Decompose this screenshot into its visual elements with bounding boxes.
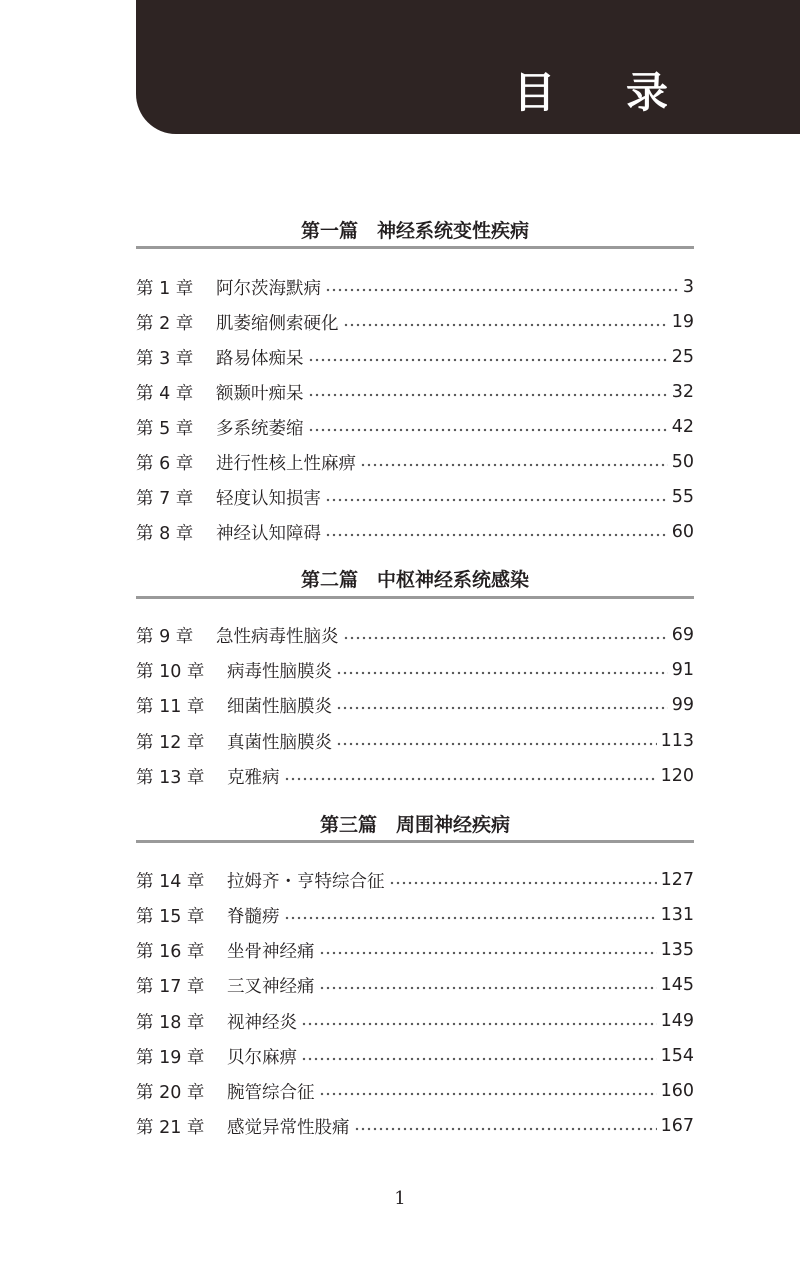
chapter-number: 第 12 章: [136, 732, 205, 753]
chapter-number: 第 1 章: [136, 278, 194, 299]
chapter-page: 149: [660, 1011, 694, 1031]
chapter-page: 167: [660, 1116, 694, 1136]
dot-leader: [354, 1127, 657, 1131]
dot-leader: [319, 986, 657, 990]
chapter-page: 99: [671, 695, 694, 715]
chapter-title: 进行性核上性麻痹: [216, 453, 356, 474]
chapter-page: 69: [671, 625, 694, 645]
page-number: 1: [394, 1188, 406, 1209]
toc-entry[interactable]: [136, 728, 694, 754]
dot-leader: [284, 777, 657, 781]
chapter-number: 第 14 章: [136, 871, 205, 892]
dot-leader: [360, 463, 668, 467]
toc-entry[interactable]: [136, 1078, 694, 1104]
chapter-title: 拉姆齐・亨特综合征: [227, 871, 385, 892]
chapter-title: 急性病毒性脑炎: [216, 626, 339, 647]
chapter-number: 第 10 章: [136, 661, 205, 682]
toc-entry[interactable]: [136, 449, 694, 475]
chapter-page: 145: [660, 975, 694, 995]
chapter-number: 第 9 章: [136, 626, 194, 647]
chapter-title: 细菌性脑膜炎: [227, 696, 332, 717]
chapter-title: 脊髓痨: [227, 906, 280, 927]
chapter-title: 轻度认知损害: [216, 488, 321, 509]
dot-leader: [301, 1022, 657, 1026]
chapter-number: 第 19 章: [136, 1047, 205, 1068]
chapter-title: 病毒性脑膜炎: [227, 661, 332, 682]
chapter-page: 131: [660, 905, 694, 925]
toc-entry[interactable]: [136, 657, 694, 683]
part-title: 第三篇 周围神经疾病: [319, 814, 510, 836]
chapter-number: 第 13 章: [136, 767, 205, 788]
toc-entry[interactable]: [136, 902, 694, 928]
chapter-title: 路易体痴呆: [216, 348, 304, 369]
chapter-page: 3: [682, 277, 694, 297]
dot-leader: [308, 393, 668, 397]
dot-leader: [301, 1057, 657, 1061]
chapter-number: 第 11 章: [136, 696, 205, 717]
dot-leader: [325, 288, 679, 292]
chapter-number: 第 4 章: [136, 383, 194, 404]
chapter-number: 第 2 章: [136, 313, 194, 334]
dot-leader: [308, 428, 668, 432]
chapter-title: 多系统萎缩: [216, 418, 304, 439]
toc-entry[interactable]: [136, 519, 694, 545]
chapter-title: 肌萎缩侧索硬化: [216, 313, 339, 334]
chapter-page: 91: [671, 660, 694, 680]
chapter-title: 克雅病: [227, 767, 280, 788]
chapter-page: 135: [660, 940, 694, 960]
part-title: 第二篇 中枢神经系统感染: [300, 569, 529, 591]
part-title: 第一篇 神经系统变性疾病: [300, 220, 529, 242]
dot-leader: [336, 671, 668, 675]
toc-entry[interactable]: [136, 309, 694, 335]
chapter-title: 额颞叶痴呆: [216, 383, 304, 404]
toc-entry[interactable]: [136, 622, 694, 648]
toc-entry[interactable]: [136, 414, 694, 440]
chapter-page: 19: [671, 312, 694, 332]
toc-entry[interactable]: [136, 867, 694, 893]
chapter-page: 32: [671, 382, 694, 402]
toc-entry[interactable]: [136, 1113, 694, 1139]
dot-leader: [308, 358, 668, 362]
chapter-title: 视神经炎: [227, 1012, 297, 1033]
toc-entry[interactable]: [136, 379, 694, 405]
chapter-page: 60: [671, 522, 694, 542]
dot-leader: [284, 916, 657, 920]
page-title: 目 录: [513, 68, 696, 117]
chapter-page: 160: [660, 1081, 694, 1101]
chapter-number: 第 16 章: [136, 941, 205, 962]
part-divider: [136, 596, 694, 599]
dot-leader: [325, 533, 668, 537]
toc-entry[interactable]: [136, 344, 694, 370]
chapter-page: 120: [660, 766, 694, 786]
chapter-number: 第 5 章: [136, 418, 194, 439]
dot-leader: [343, 636, 668, 640]
chapter-page: 25: [671, 347, 694, 367]
dot-leader: [325, 498, 668, 502]
toc-entry[interactable]: [136, 274, 694, 300]
toc-entry[interactable]: [136, 937, 694, 963]
chapter-number: 第 18 章: [136, 1012, 205, 1033]
chapter-number: 第 17 章: [136, 976, 205, 997]
chapter-page: 127: [660, 870, 694, 890]
chapter-title: 感觉异常性股痛: [227, 1117, 350, 1138]
chapter-title: 坐骨神经痛: [227, 941, 315, 962]
toc-entry[interactable]: [136, 763, 694, 789]
chapter-page: 42: [671, 417, 694, 437]
toc-entry[interactable]: [136, 484, 694, 510]
part-divider: [136, 840, 694, 843]
chapter-page: 154: [660, 1046, 694, 1066]
toc-entry[interactable]: [136, 1043, 694, 1069]
chapter-page: 55: [671, 487, 694, 507]
chapter-title: 贝尔麻痹: [227, 1047, 297, 1068]
dot-leader: [343, 323, 668, 327]
chapter-page: 113: [660, 731, 694, 751]
chapter-number: 第 21 章: [136, 1117, 205, 1138]
chapter-title: 三叉神经痛: [227, 976, 315, 997]
dot-leader: [319, 1092, 657, 1096]
dot-leader: [336, 706, 668, 710]
chapter-number: 第 6 章: [136, 453, 194, 474]
chapter-number: 第 8 章: [136, 523, 194, 544]
dot-leader: [389, 881, 657, 885]
header-band: [136, 0, 800, 134]
chapter-title: 阿尔茨海默病: [216, 278, 321, 299]
dot-leader: [319, 951, 657, 955]
toc-entry[interactable]: [136, 692, 694, 718]
chapter-title: 真菌性脑膜炎: [227, 732, 332, 753]
part-divider: [136, 246, 694, 249]
chapter-number: 第 3 章: [136, 348, 194, 369]
chapter-number: 第 20 章: [136, 1082, 205, 1103]
chapter-number: 第 15 章: [136, 906, 205, 927]
toc-entry[interactable]: [136, 1008, 694, 1034]
toc-entry[interactable]: [136, 972, 694, 998]
chapter-number: 第 7 章: [136, 488, 194, 509]
dot-leader: [336, 742, 657, 746]
chapter-title: 神经认知障碍: [216, 523, 321, 544]
chapter-page: 50: [671, 452, 694, 472]
chapter-title: 腕管综合征: [227, 1082, 315, 1103]
